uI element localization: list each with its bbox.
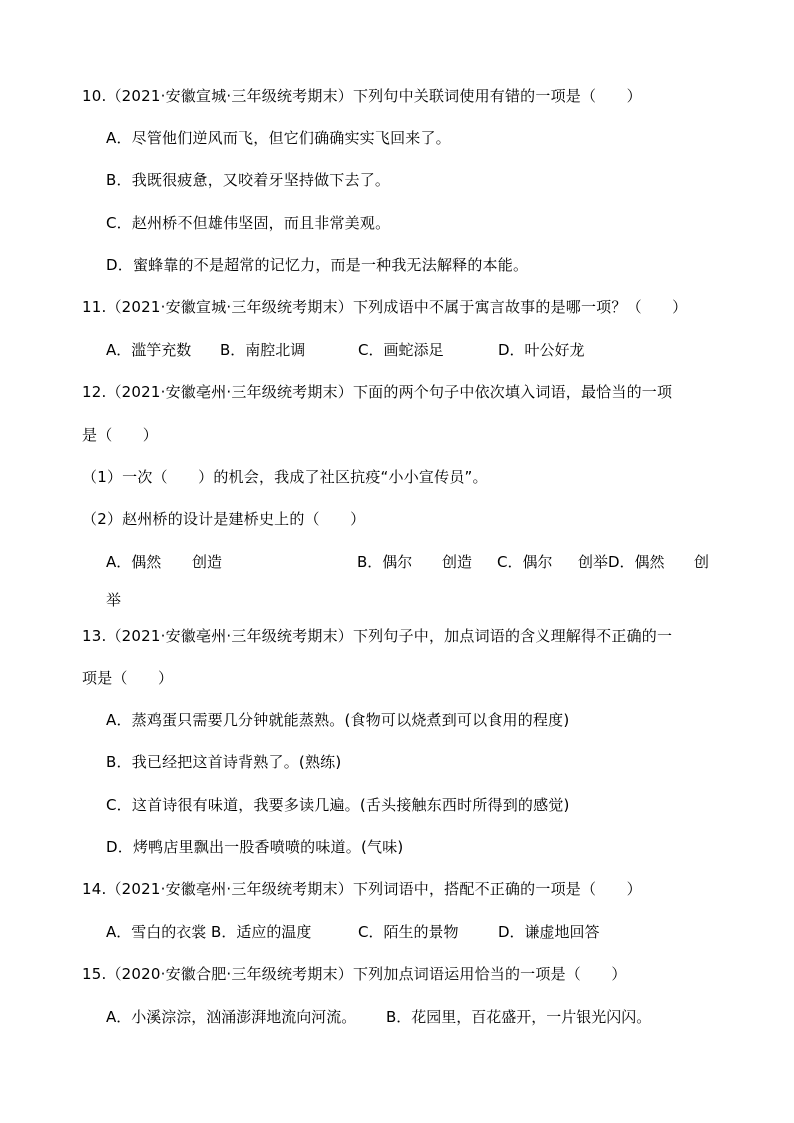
question-14-option-ab: A．雪白的衣裳 B．适应的温度 bbox=[106, 923, 312, 941]
question-14-option-d: D．谦虚地回答 bbox=[498, 923, 600, 941]
question-12-option-a-word1: A．偶然 bbox=[106, 553, 162, 571]
question-12-option-c-word1: C．偶尔 bbox=[497, 553, 553, 571]
question-11-option-a: A．滥竽充数 bbox=[106, 341, 192, 359]
question-10-stem: 10.（2021·安徽宣城·三年级统考期末）下列句中关联词使用有错的一项是（ ） bbox=[82, 87, 642, 105]
question-10-option-c: C．赵州桥不但雄伟坚固，而且非常美观。 bbox=[106, 214, 391, 232]
question-10-option-a: A．尽管他们逆风而飞，但它们确确实实飞回来了。 bbox=[106, 129, 451, 147]
question-12-option-d-word2-part1: 创 bbox=[694, 553, 710, 571]
question-13-option-a: A．蒸鸡蛋只需要几分钟就能蒸熟。(食物可以烧煮到可以食用的程度) bbox=[106, 711, 570, 729]
question-11-stem: 11.（2021·安徽宣城·三年级统考期末）下列成语中不属于寓言故事的是哪一项？（ ） bbox=[82, 298, 688, 316]
question-12-option-b-word1: B．偶尔 bbox=[357, 553, 413, 571]
question-12-sentence-1: （1）一次（ ）的机会，我成了社区抗疫“小小宣传员”。 bbox=[82, 468, 488, 486]
question-11-option-d: D．叶公好龙 bbox=[498, 341, 585, 359]
question-11-option-b: B．南腔北调 bbox=[220, 341, 306, 359]
question-13-option-b: B．我已经把这首诗背熟了。(熟练) bbox=[106, 753, 342, 771]
question-13-option-c: C．这首诗很有味道，我要多读几遍。(舌头接触东西时所得到的感觉) bbox=[106, 796, 570, 814]
question-14-option-c: C．陌生的景物 bbox=[358, 923, 459, 941]
question-12-option-c-word2: 创举D．偶然 bbox=[578, 553, 665, 571]
question-10-option-b: B．我既很疲惫，又咬着牙坚持做下去了。 bbox=[106, 171, 391, 189]
question-15-option-a: A．小溪淙淙，汹涌澎湃地流向河流。 bbox=[106, 1008, 357, 1026]
question-14-stem: 14.（2021·安徽亳州·三年级统考期末）下列词语中，搭配不正确的一项是（ ） bbox=[82, 880, 642, 898]
question-15-stem: 15.（2020·安徽合肥·三年级统考期末）下列加点词语运用恰当的一项是（ ） bbox=[82, 965, 627, 983]
question-13-option-d: D．烤鸭店里飘出一股香喷喷的味道。(气味) bbox=[106, 838, 404, 856]
question-12-option-a-word2: 创造 bbox=[192, 553, 223, 571]
question-13-stem-line2: 项是（ ） bbox=[82, 669, 174, 687]
question-12-sentence-2: （2）赵州桥的设计是建桥史上的（ ） bbox=[82, 510, 366, 528]
question-12-stem-line1: 12.（2021·安徽亳州·三年级统考期末）下面的两个句子中依次填入词语，最恰当的一项 bbox=[82, 383, 673, 401]
question-12-stem-line2: 是（ ） bbox=[82, 426, 159, 444]
question-12-option-d-word2-part2: 举 bbox=[106, 591, 122, 609]
question-11-option-c: C．画蛇添足 bbox=[358, 341, 444, 359]
question-15-option-b: B．花园里，百花盛开，一片银光闪闪。 bbox=[386, 1008, 652, 1026]
question-12-option-b-word2: 创造 bbox=[442, 553, 473, 571]
question-13-stem-line1: 13.（2021·安徽亳州·三年级统考期末）下列句子中，加点词语的含义理解得不正确的一 bbox=[82, 627, 673, 645]
question-10-option-d: D．蜜蜂靠的不是超常的记忆力，而是一种我无法解释的本能。 bbox=[106, 256, 529, 274]
